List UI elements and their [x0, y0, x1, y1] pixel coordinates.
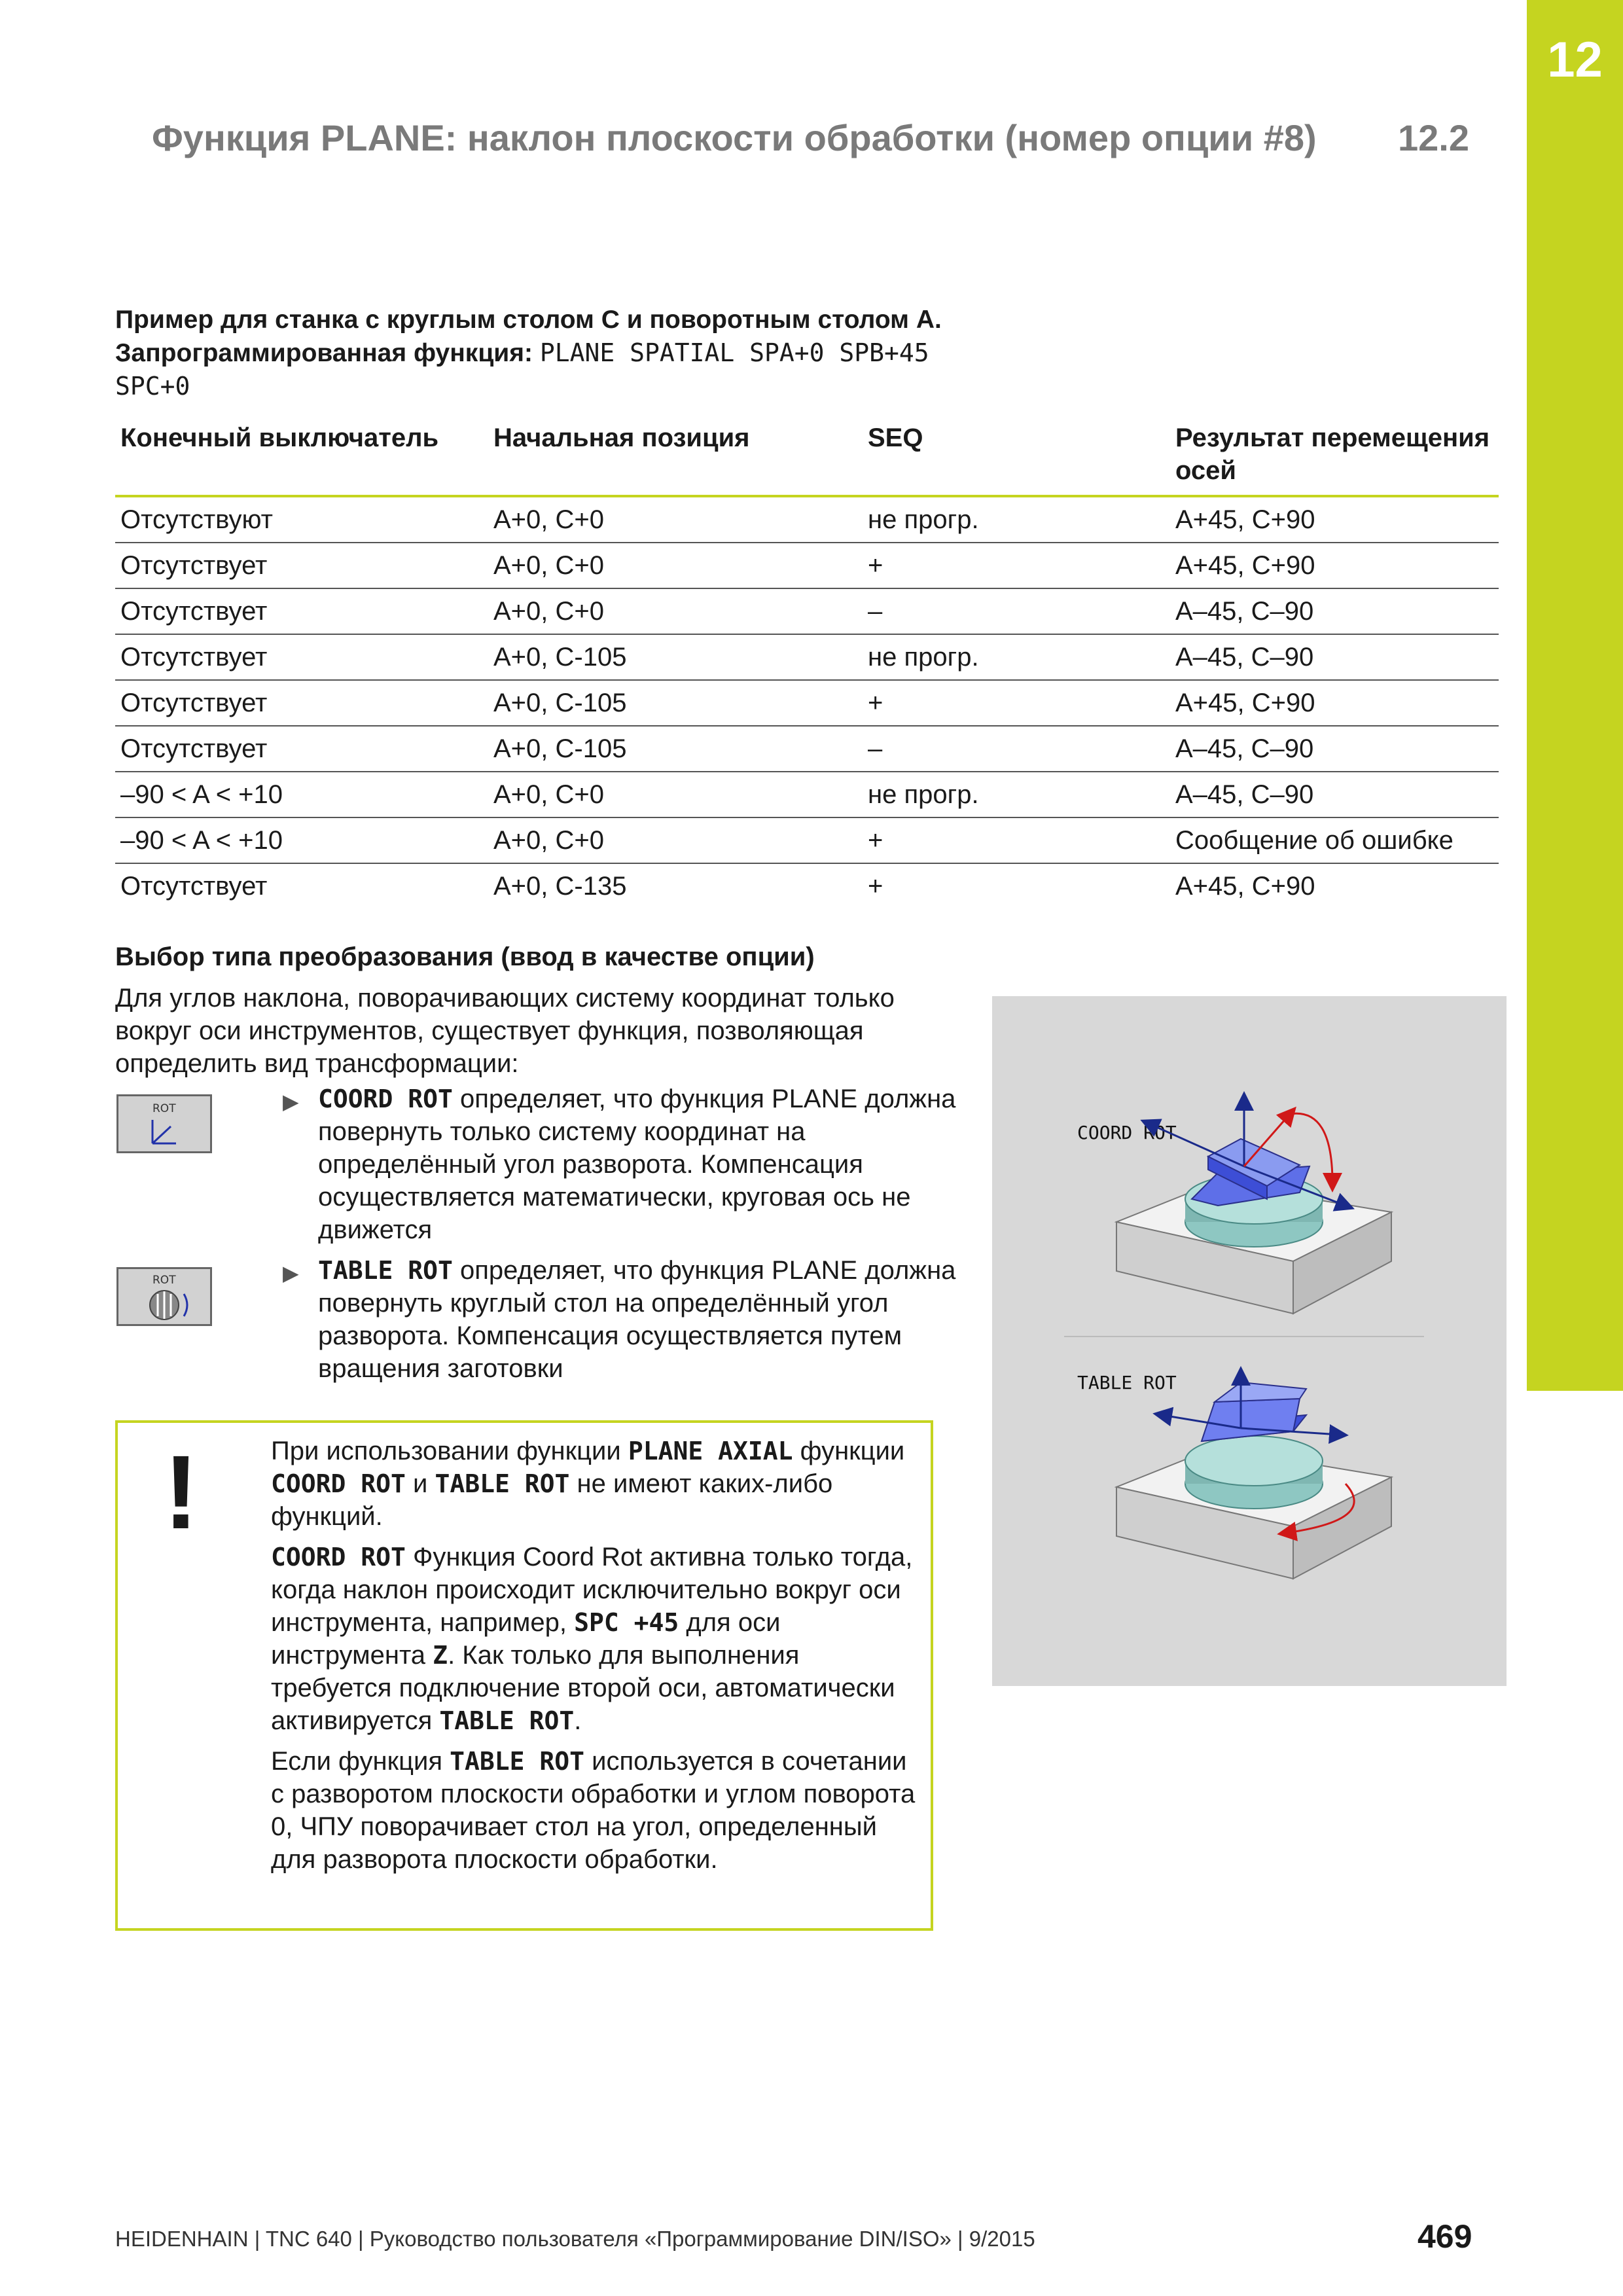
bullet-code: TABLE ROT: [318, 1256, 453, 1285]
note-code: TABLE ROT: [435, 1469, 570, 1498]
table-cell: A+0, C-105: [488, 680, 863, 726]
table-cell: не прогр.: [863, 772, 1170, 817]
bullet-arrow-icon: ▶: [283, 1261, 299, 1285]
table-cell: не прогр.: [863, 496, 1170, 543]
table-row: [115, 817, 1499, 863]
table-cell: Сообщение об ошибке: [1170, 817, 1499, 863]
example-heading-code: PLANE SPATIAL SPA+0 SPB+45 SPC+0: [115, 338, 929, 401]
coord-rot-description: [318, 1083, 959, 1246]
page-number: 469: [1418, 2218, 1472, 2255]
note-text: функции: [793, 1437, 905, 1465]
page-title: Функция PLANE: наклон плоскости обработки (номер опции #8): [152, 117, 1317, 158]
bullet-code: COORD ROT: [318, 1085, 453, 1113]
bullet-arrow-icon: ▶: [283, 1090, 299, 1113]
example-heading: [115, 304, 966, 403]
note-text: и: [405, 1469, 435, 1498]
note-code: TABLE ROT: [439, 1706, 575, 1735]
table-cell: –: [863, 726, 1170, 772]
table-cell: A+0, C+0: [488, 543, 863, 588]
note-body: [271, 1435, 925, 1884]
note-text: используется в сочетании с разворотом плоскости обработки и углом поворота 0, ЧПУ поворачивает стол на угол, определенный для разворота плоскости обработки.: [271, 1747, 916, 1874]
table-cell: Отсутствует: [115, 543, 488, 588]
note-text: для оси инструмента: [271, 1608, 781, 1670]
table-body: [115, 496, 1499, 908]
table-cell: +: [863, 817, 1170, 863]
table-cell: A–45, C–90: [1170, 726, 1499, 772]
bullet-text: определяет, что функция PLANE должна повернуть круглый стол на определённый угол разворота. Компенсация осуществляется путем вращения заготовки: [318, 1256, 956, 1383]
table-cell: A+0, C-105: [488, 726, 863, 772]
coord-rot-machine: [1116, 1139, 1391, 1314]
note-paragraph: [271, 1541, 925, 1737]
coord-rot-softkey[interactable]: [116, 1094, 212, 1153]
section-number: 12.2: [1398, 117, 1469, 158]
table-cell: Отсутствует: [120, 872, 268, 901]
note-text: не имеют каких-либо функций.: [271, 1469, 833, 1531]
table-row: [115, 634, 1499, 680]
table-row: [115, 772, 1499, 817]
note-text: Если функция: [271, 1747, 450, 1776]
note-paragraph: [271, 1745, 925, 1876]
table-rot-description: [318, 1254, 959, 1385]
table-cell: +: [863, 680, 1170, 726]
note-code: COORD ROT: [271, 1543, 406, 1571]
table-cell: A+0, C-135: [493, 872, 627, 901]
table-rot-softkey[interactable]: [116, 1267, 212, 1326]
table-cell: A–45, C–90: [1170, 588, 1499, 634]
note-code: PLANE AXIAL: [628, 1437, 793, 1465]
positioning-table: [115, 419, 1499, 908]
table-rot-label: TABLE ROT: [1077, 1372, 1177, 1393]
transform-intro: Для углов наклона, поворачивающих систему координат только вокруг оси инструментов, существует функция, позволяющая определить вид трансформации:: [115, 984, 895, 1078]
exclamation-icon: !: [164, 1433, 199, 1551]
table-cell: Отсутствует: [115, 634, 488, 680]
table-row: [115, 588, 1499, 634]
table-header: Начальная позиция: [488, 419, 863, 496]
note-code: COORD ROT: [271, 1469, 406, 1498]
table-cell: A+0, C+0: [488, 772, 863, 817]
chapter-number: 12: [1547, 32, 1603, 88]
table-cell: +: [868, 872, 883, 901]
table-header: Результат перемещения осей: [1170, 419, 1499, 496]
note-code: TABLE ROT: [450, 1747, 585, 1776]
note-text: .: [574, 1706, 582, 1735]
table-row: [115, 726, 1499, 772]
table-header: Конечный выключатель: [115, 419, 488, 496]
table-cell: A+0, C+0: [488, 588, 863, 634]
table-cell: A+45, C+90: [1170, 680, 1499, 726]
note-code: Z: [433, 1641, 448, 1670]
table-cell: –90 < A < +10: [115, 817, 488, 863]
table-header-row: [115, 419, 1499, 496]
table-cell: не прогр.: [863, 634, 1170, 680]
table-cell: A–45, C–90: [1170, 772, 1499, 817]
note-text: . Как только для выполнения требуется подключение второй оси, автоматически активируется: [271, 1641, 895, 1735]
table-cell: Отсутствует: [115, 726, 488, 772]
note-text: Функция Coord Rot активна только тогда, когда наклон происходит исключительно вокруг оси инструмента, например,: [271, 1543, 913, 1637]
table-cell: +: [863, 543, 1170, 588]
table-row: [115, 543, 1499, 588]
table-cell: A+45, C+90: [1175, 872, 1315, 901]
footer-text: HEIDENHAIN | TNC 640 | Руководство пользователя «Программирование DIN/ISO» | 9/2015: [115, 2227, 1035, 2251]
table-cell: A+0, C-105: [488, 634, 863, 680]
table-row: [115, 496, 1499, 543]
transform-heading: Выбор типа преобразования (ввод в качестве опции): [115, 942, 815, 971]
table-cell: A+45, C+90: [1170, 543, 1499, 588]
coord-rot-label: COORD ROT: [1077, 1122, 1177, 1143]
rotary-table-icon: [150, 1291, 187, 1319]
table-cell: A+45, C+90: [1170, 496, 1499, 543]
table-header: SEQ: [863, 419, 1170, 496]
table-cell: –90 < A < +10: [115, 772, 488, 817]
chapter-tab: [1527, 0, 1623, 1391]
note-code: SPC +45: [574, 1608, 679, 1637]
coordinate-axes-icon: [152, 1120, 176, 1143]
table-cell: Отсутствует: [115, 680, 488, 726]
note-paragraph: [271, 1435, 925, 1533]
table-row: [115, 863, 1499, 908]
table-cell: Отсутствует: [115, 588, 488, 634]
note-text: При использовании функции: [271, 1437, 628, 1465]
bullet-text: определяет, что функция PLANE должна повернуть только систему координат на определённый угол разворота. Компенсация осуществляется математически, круговая ось не движется: [318, 1085, 956, 1244]
example-heading-text: Пример для станка с круглым столом С и поворотным столом А. Запрограммированная функция:: [115, 306, 942, 367]
softkey-label: ROT: [152, 1102, 176, 1115]
softkey-label: ROT: [152, 1274, 176, 1287]
rotation-illustration: [992, 996, 1507, 1686]
table-cell: –: [863, 588, 1170, 634]
table-row: [115, 680, 1499, 726]
table-cell: A–45, C–90: [1170, 634, 1499, 680]
table-cell: A+0, C+0: [488, 496, 863, 543]
table-cell: A+0, C+0: [488, 817, 863, 863]
table-rot-machine: [1116, 1382, 1391, 1579]
table-cell: Отсутствуют: [115, 496, 488, 543]
